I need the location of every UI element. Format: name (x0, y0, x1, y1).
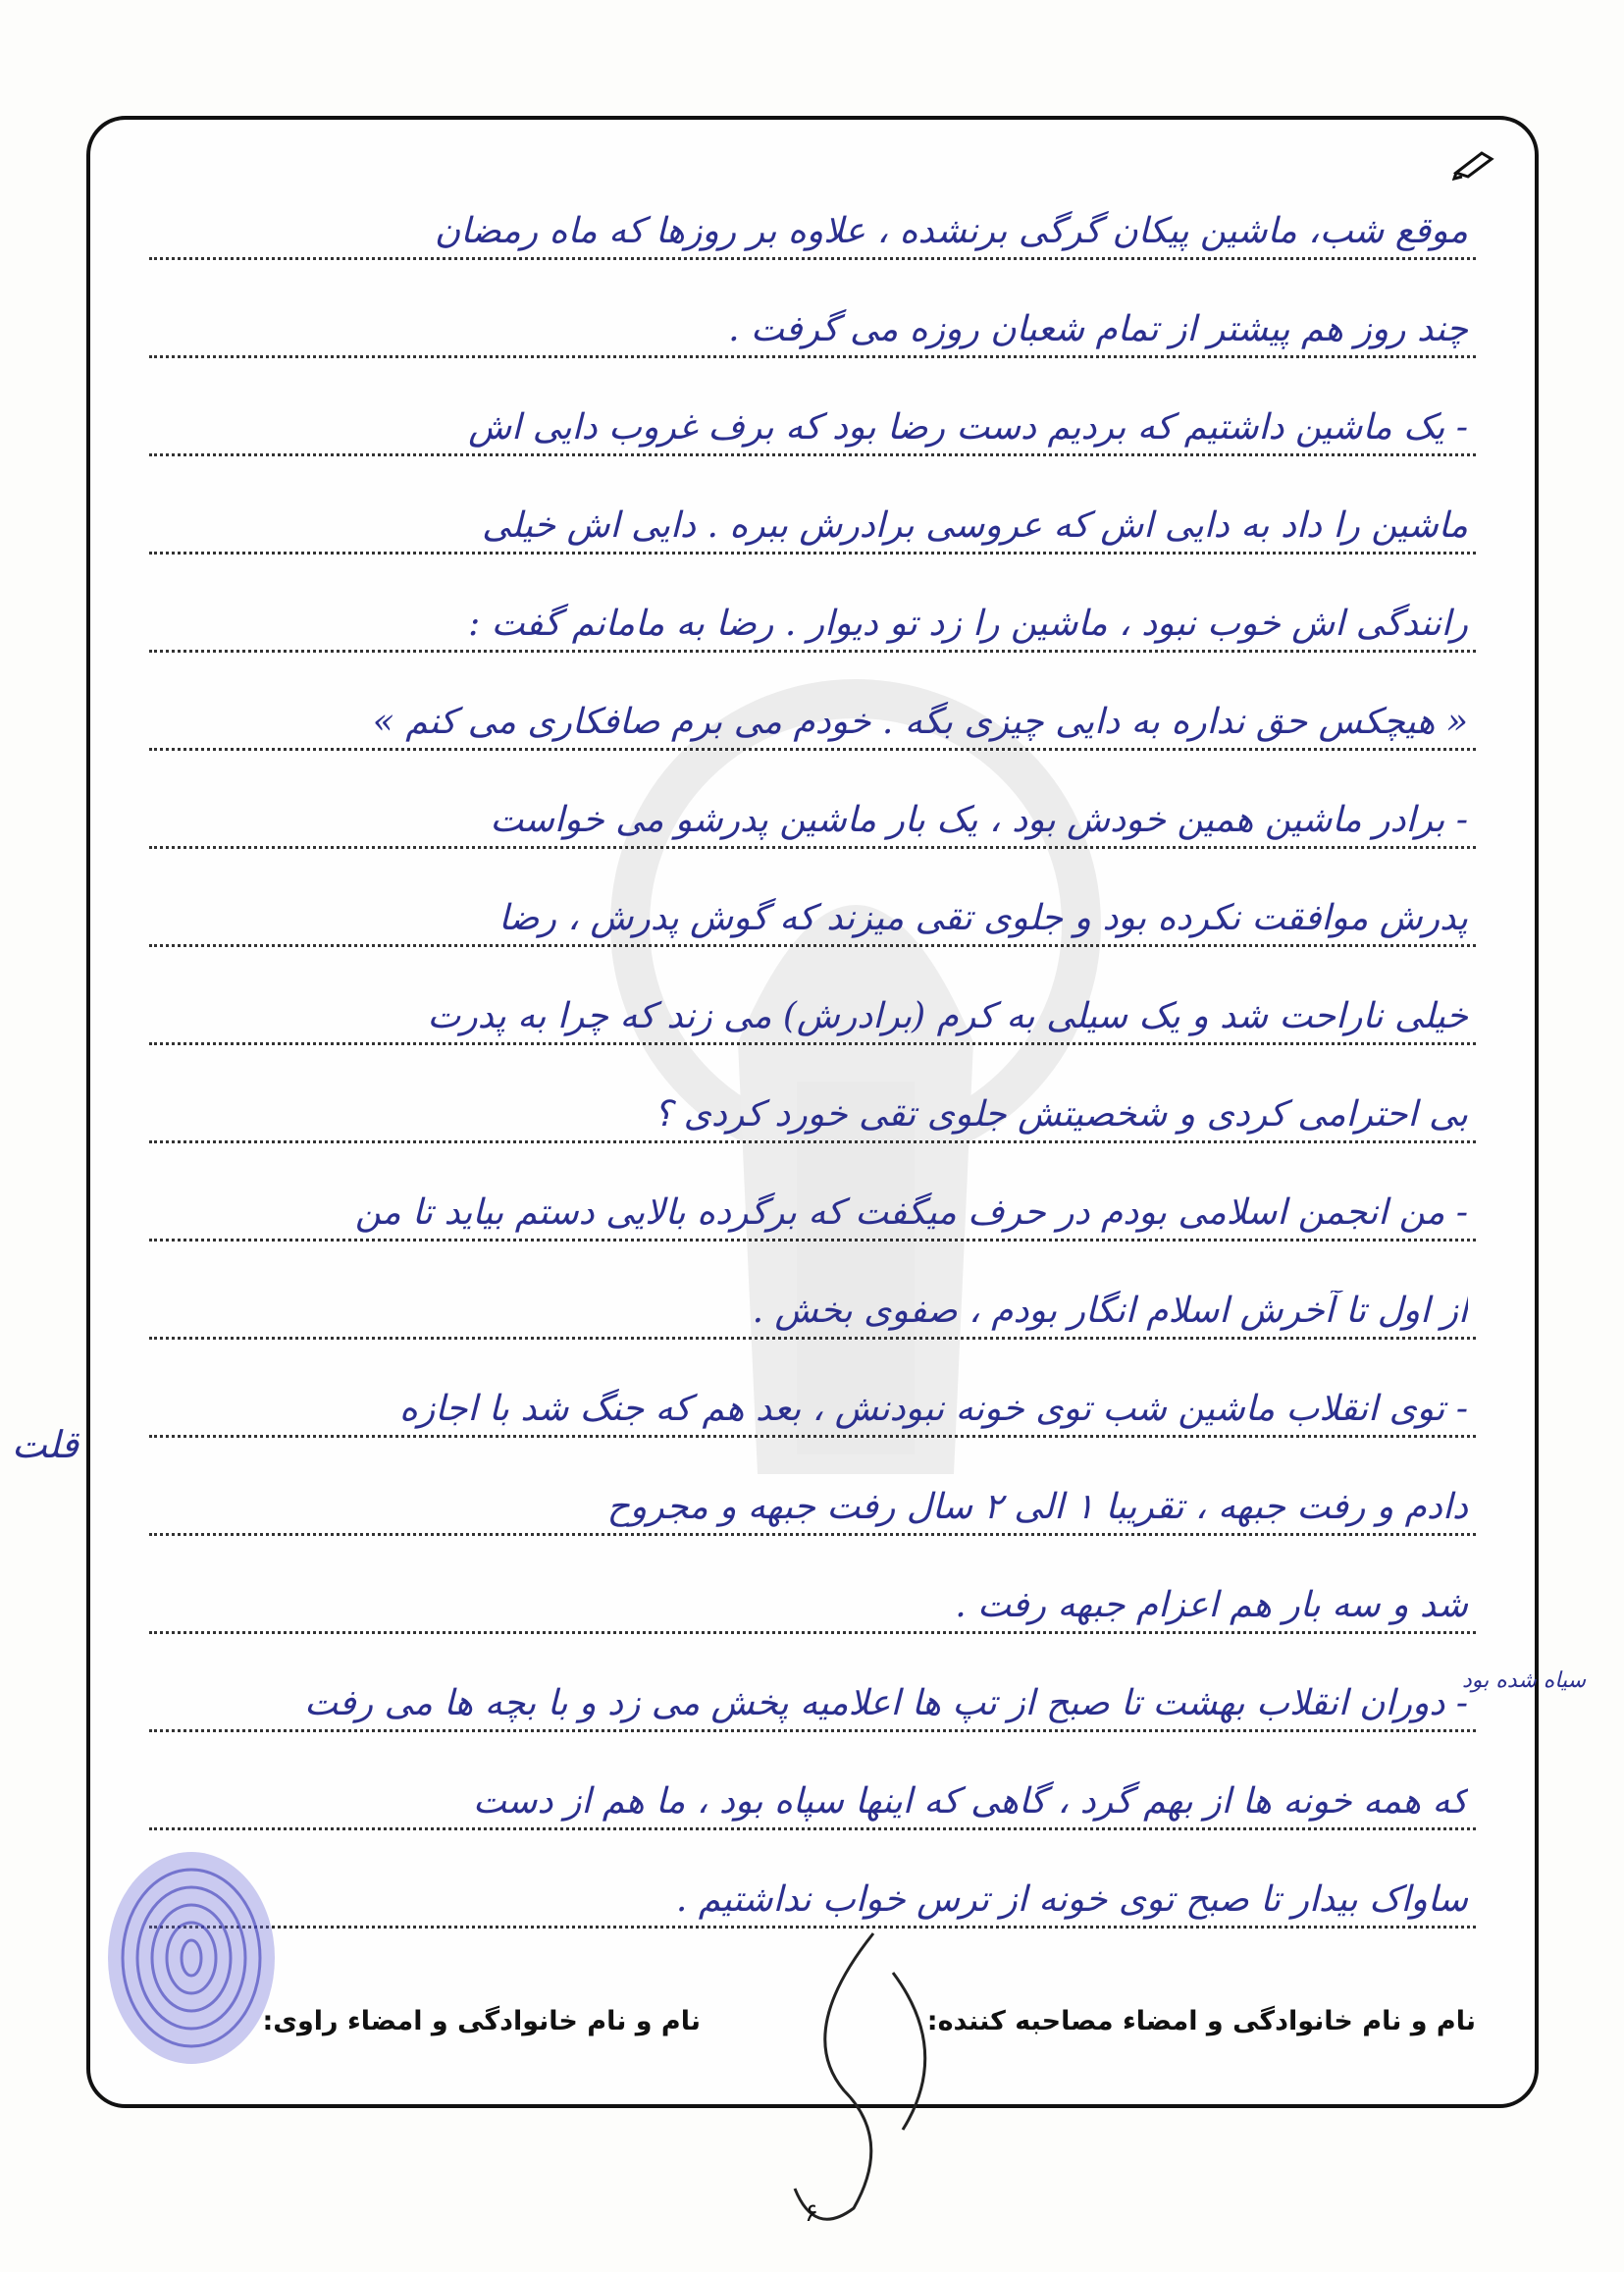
handwritten-line (149, 983, 1476, 1045)
line-text: خیلی ناراحت شد و یک سیلی به کرم (برادرش) می زند که چرا به پدرت (427, 996, 1468, 1036)
line-text: بی احترامی کردی و شخصیتش جلوی تقی خورد کردی ؟ (654, 1094, 1468, 1135)
handwritten-line (149, 591, 1476, 653)
handwritten-line (149, 1572, 1476, 1634)
line-text: از اول تا آخرش اسلام انگار بودم ، صفوی بخش . (752, 1291, 1468, 1331)
line-text: ماشین را داد به دایی اش که عروسی برادرش ببره . دایی اش خیلی (482, 505, 1468, 546)
fingerprint-image (98, 1845, 285, 2071)
handwritten-line (149, 1278, 1476, 1340)
narrator-label: نام و نام خانوادگی و امضاء راوی: (262, 2006, 701, 2036)
line-text: - دوران انقلاب بهشت تا صبح از تپ ها اعلامیه پخش می زد و با بچه ها می رفت (304, 1683, 1468, 1723)
handwritten-line (149, 198, 1476, 260)
line-text: چند روز هم پیشتر از تمام شعبان روزه می گرفت . (728, 309, 1468, 349)
handwritten-line (149, 493, 1476, 555)
pen-icon (1452, 147, 1495, 181)
margin-note-right: سیاه شده بود (1462, 1668, 1587, 1693)
line-text: - یک ماشین داشتیم که بردیم دست رضا بود که برف غروب دایی اش (468, 407, 1468, 448)
line-text: « هیچکس حق نداره به دایی چیزی بگه . خودم می برم صافکاری می کنم » (372, 702, 1468, 742)
line-text: شد و سه بار هم اعزام جبهه رفت . (955, 1585, 1468, 1625)
line-text: پدرش موافقت نکرده بود و جلوی تقی میزند که گوش پدرش ، رضا (498, 898, 1468, 938)
line-text: - برادر ماشین همین خودش بود ، یک بار ماشین پدرشو می خواست (490, 800, 1468, 840)
page-number: ۶ (805, 2198, 818, 2228)
handwritten-line (149, 787, 1476, 849)
line-text: موقع شب، ماشین پیکان گرگی برنشده ، علاوه بر روزها که ماه رمضان (434, 211, 1468, 251)
interviewer-label: نام و نام خانوادگی و امضاء مصاحبه کننده: (926, 2006, 1476, 2036)
handwritten-line (149, 1376, 1476, 1438)
transcript-sheet (86, 116, 1539, 2108)
handwritten-line (149, 885, 1476, 947)
signature-image (756, 1914, 991, 2238)
handwritten-line (149, 296, 1476, 358)
line-text: که همه خونه ها از بهم گرد ، گاهی که اینها سپاه بود ، ما هم از دست (472, 1781, 1468, 1822)
handwritten-line (149, 1180, 1476, 1242)
line-text: - من انجمن اسلامی بودم در حرف میگفت که برگرده بالایی دستم بیاید تا من (354, 1192, 1468, 1233)
handwritten-line (149, 689, 1476, 751)
handwritten-line (149, 1670, 1476, 1732)
line-text: ساواک بیدار تا صبح توی خونه از ترس خواب نداشتیم . (675, 1879, 1468, 1920)
margin-note-left: قلت (12, 1423, 79, 1466)
handwritten-line (149, 1474, 1476, 1536)
handwritten-line (149, 1082, 1476, 1143)
handwritten-line (149, 1769, 1476, 1830)
line-text: - توی انقلاب ماشین شب توی خونه نبودنش ، بعد هم که جنگ شد با اجازه (399, 1389, 1468, 1429)
line-text: دادم و رفت جبهه ، تقریبا ۱ الی ۲ سال رفت جبهه و مجروح (606, 1487, 1468, 1527)
handwritten-line (149, 395, 1476, 456)
line-text: رانندگی اش خوب نبود ، ماشین را زد تو دیوار . رضا به مامانم گفت : (468, 604, 1468, 644)
